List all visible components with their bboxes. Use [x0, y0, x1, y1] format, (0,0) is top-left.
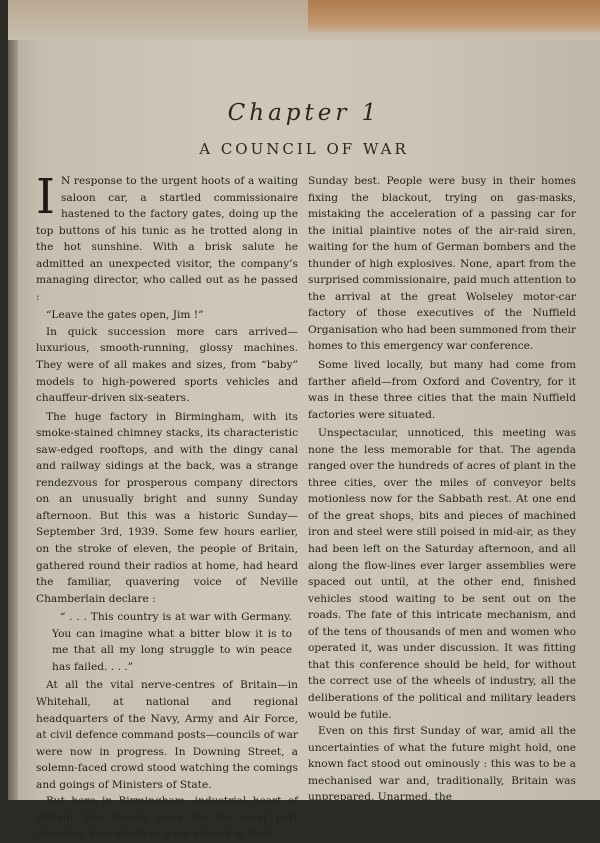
- chapter-subtitle: A COUNCIL OF WAR: [199, 140, 409, 158]
- book-page: [8, 0, 600, 841]
- paragraph-1-text: N response to the urgent hoots of a waiting saloon car, a startled commissionaire hastened to the factory gates, doing up the top buttons of his tunic as he trotted along in the hot sunshine. With a brisk salute he admitted an unexpected visitor, the company’s managing director, who called out as he passed :: [36, 175, 298, 303]
- paragraph-4: The huge factory in Birmingham, with its smoke-stained chimney stacks, its characteristic saw-edged rooftops, and with the dingy canal and railway sidings at the back, was a strange rendezvous for prosperous company directors on an unusually bright and sunny Sunday afternoon. But this was a historic Sunday—September 3rd, 1939. Some few hours earlier, on the stroke of eleven, the people of Britain, gathered round their radios at home, had heard the familiar, quavering voice of Neville Chamberlain declare :: [36, 410, 298, 605]
- chapter-title: Chapter 1: [227, 100, 381, 126]
- paragraph-2: “Leave the gates open, Jim !”: [46, 309, 204, 322]
- paragraph-3: In quick succession more cars arrived—luxurious, smooth-running, glossy machines. They were of all makes and sizes, from “baby” models to high-powered sports vehicles and chauffeur-driven six-seaters.: [36, 325, 298, 405]
- left-column: [36, 169, 298, 843]
- paragraph-8: Sunday best. People were busy in their homes fixing the blackout, trying on gas-masks, mistaking the acceleration of a passing car for the initial plaintive notes of the air-raid siren, waiting for the hum of German bombers and the thunder of high explosives. None, apart from the surprised commissionaire, paid much attention to the arrival at the great Wolseley motor-car factory of those executives of the Nuffield Organisation who had been summoned from their homes to this emergency war conference.: [308, 175, 577, 353]
- facing-page-edge: [308, 0, 600, 34]
- drop-cap: I: [36, 169, 55, 225]
- paragraph-7: But here in Birmingham, industrial heart of Britain, the streets were for the most part deserted. Few strollers were abroad in their: [36, 795, 298, 841]
- right-column: [308, 173, 576, 806]
- paragraph-10: Unspectacular, unnoticed, this meeting was none the less memorable for that. The agenda ranged over the hundreds of acres of plant in the three cities, over the miles of conveyor belts motionless now for the Sabbath rest. At one end of the great shops, bits and pieces of machined iron and steel were still poised in mid-air, as they had been left on the Saturday afternoon, and all along the flow-lines ever larger assemblies were spaced out until, at the other end, finished vehicles stood waiting to be sent out on the roads. The fate of this intricate mechanism, and of the tens of thousands of men and women who operated it, was under discussion. It was fitting that this conference should be held, for without the correct use of the wheels of industry, all the deliberations of the political and military leaders would be futile.: [308, 427, 576, 721]
- paragraph-6: At all the vital nerve-centres of Britain—in Whitehall, at national and regional headquarters of the Navy, Army and Air Force, at civil defence command posts—councils of war were now in progress. In Downing Street, a solemn-faced crowd stood watching the comings and goings of Ministers of State.: [36, 679, 298, 791]
- paragraph-1: [36, 169, 298, 305]
- chamberlain-quote: “ . . . This country is at war with Germany. You can imagine what a bitter blow it is to me that all my long struggle to win peace has failed. . . .”: [52, 611, 292, 673]
- paragraph-11: Even on this first Sunday of war, amid all the uncertainties of what the future might hold, one known fact stood out ominously : this was to be a mechanised war and, traditionally, Britain was unprepared. Unarmed, the: [308, 725, 576, 804]
- paragraph-9: Some lived locally, but many had come from farther afield—from Oxford and Coventry, for it was in these three cities that the main Nuffield factories were situated.: [308, 359, 576, 421]
